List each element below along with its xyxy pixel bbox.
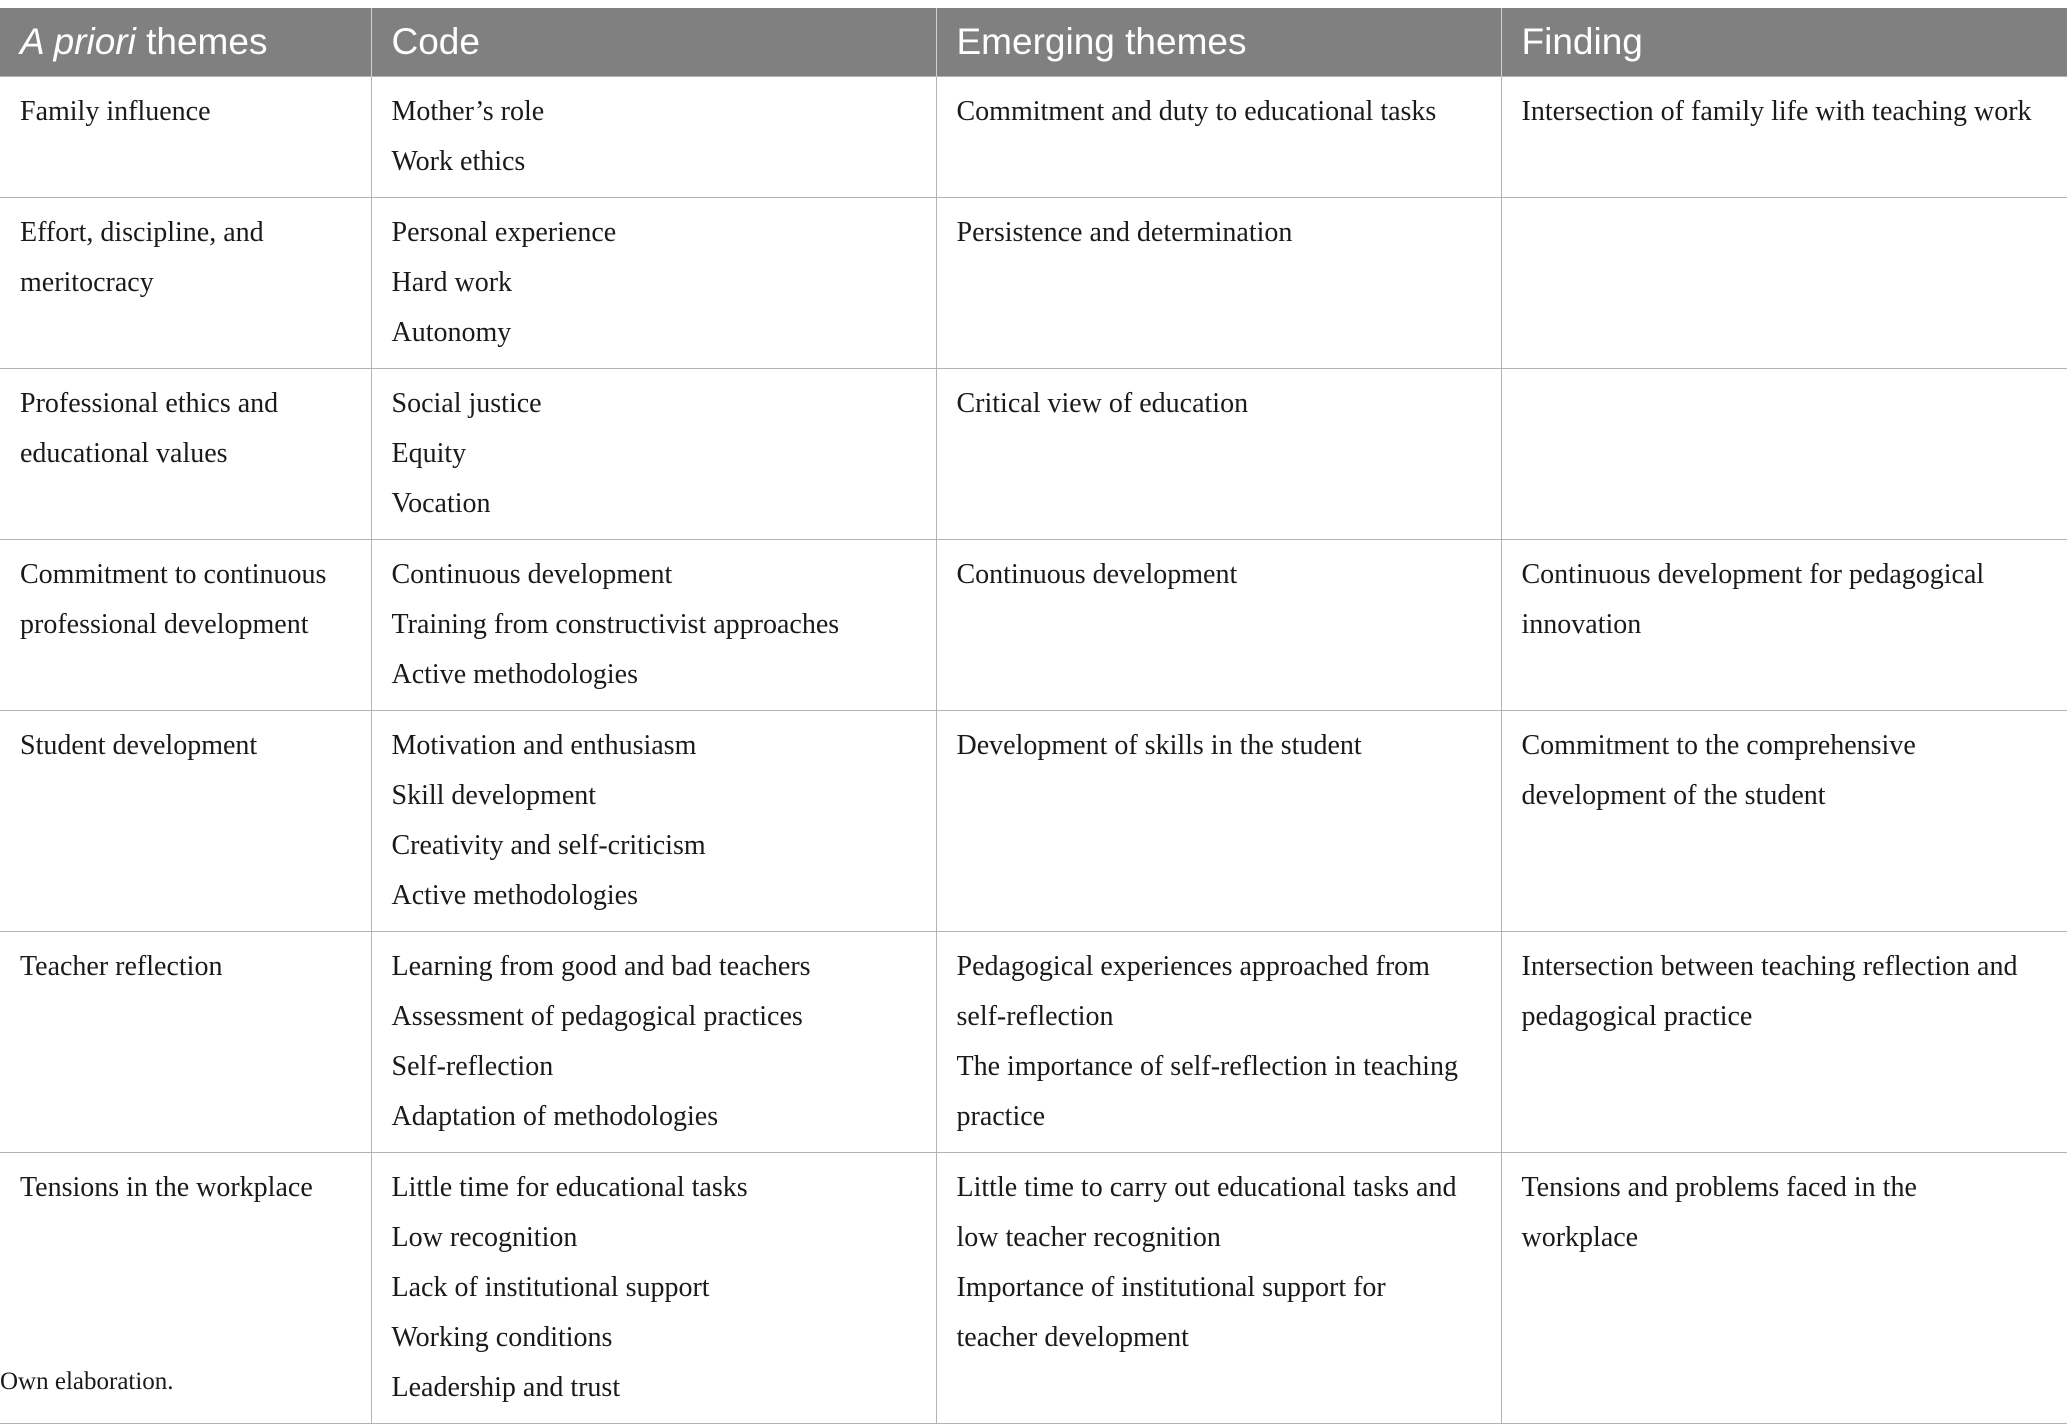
code-line: Work ethics [391, 146, 526, 177]
finding-cell [1501, 1153, 2067, 1424]
emerging-theme-line: Persistence and determination [956, 217, 1293, 248]
finding-line: Tensions and problems faced in the [1521, 1172, 1917, 1203]
code-line: Self-reflection [391, 1051, 554, 1082]
emerging-theme-cell [936, 369, 1501, 540]
code-line: Active methodologies [391, 659, 639, 690]
table-body [0, 77, 2067, 1424]
code-line: Personal experience [391, 217, 617, 248]
code-line: Learning from good and bad teachers [391, 951, 811, 982]
code-line: Equity [391, 438, 467, 469]
emerging-theme-cell [936, 540, 1501, 711]
finding-cell [1501, 77, 2067, 198]
emerging-theme-cell [936, 1153, 1501, 1424]
code-line: Autonomy [391, 317, 512, 348]
table-footnote: Own elaboration. [0, 1368, 174, 1395]
table-row [0, 198, 2067, 369]
emerging-theme-line: Critical view of education [956, 388, 1249, 419]
themes-table [0, 8, 2067, 1424]
theme-cell [0, 77, 371, 198]
code-line: Skill development [391, 780, 597, 811]
emerging-theme-cell [936, 711, 1501, 932]
theme-cell [0, 711, 371, 932]
emerging-theme-line: Importance of institutional support for [956, 1272, 1386, 1303]
code-cell [371, 198, 936, 369]
theme-cell [0, 198, 371, 369]
finding-cell [1501, 932, 2067, 1153]
theme-line: Effort, discipline, and [20, 217, 264, 248]
header-a-priori-themes [0, 8, 371, 77]
emerging-theme-line: teacher development [956, 1322, 1189, 1353]
code-line: Training from constructivist approaches [391, 609, 840, 640]
theme-cell [0, 369, 371, 540]
emerging-theme-cell [936, 932, 1501, 1153]
code-line: Working conditions [391, 1322, 613, 1353]
code-line: Assessment of pedagogical practices [391, 1001, 803, 1032]
code-cell [371, 1153, 936, 1424]
emerging-theme-line: Commitment and duty to educational tasks [956, 96, 1437, 127]
code-cell [371, 540, 936, 711]
table-row [0, 369, 2067, 540]
theme-line: Professional ethics and [20, 388, 279, 419]
emerging-theme-line: practice [956, 1101, 1046, 1132]
theme-line: meritocracy [20, 267, 154, 298]
code-cell [371, 932, 936, 1153]
theme-line: educational values [20, 438, 228, 469]
code-line: Adaptation of methodologies [391, 1101, 719, 1132]
header-code: Code [371, 8, 936, 77]
header-themes-text: themes [135, 21, 268, 62]
code-line: Low recognition [391, 1222, 578, 1253]
theme-line: Student development [20, 730, 258, 761]
emerging-theme-line: Development of skills in the student [956, 730, 1362, 761]
emerging-theme-line: Little time to carry out educational tasks and [956, 1172, 1457, 1203]
emerging-theme-line: low teacher recognition [956, 1222, 1221, 1253]
theme-line: Family influence [20, 96, 211, 127]
code-line: Hard work [391, 267, 513, 298]
emerging-theme-line: Continuous development [956, 559, 1238, 590]
table-row [0, 540, 2067, 711]
code-line: Mother’s role [391, 96, 545, 127]
table-row [0, 711, 2067, 932]
code-line: Creativity and self-criticism [391, 830, 706, 861]
code-line: Social justice [391, 388, 542, 419]
finding-line: pedagogical practice [1521, 1001, 1753, 1032]
themes-table-container [0, 8, 2067, 1424]
finding-line: workplace [1521, 1222, 1639, 1253]
finding-line: development of the student [1521, 780, 1826, 811]
theme-line: Tensions in the workplace [20, 1172, 313, 1203]
code-line: Vocation [391, 488, 491, 519]
table-row [0, 77, 2067, 198]
theme-cell [0, 932, 371, 1153]
header-emerging-themes: Emerging themes [936, 8, 1501, 77]
theme-line: Teacher reflection [20, 951, 223, 982]
finding-cell [1501, 198, 2067, 369]
finding-line: Continuous development for pedagogical [1521, 559, 1985, 590]
emerging-theme-line: self-reflection [956, 1001, 1114, 1032]
header-a-priori-italic: A priori [20, 21, 136, 62]
code-cell [371, 711, 936, 932]
finding-line: Intersection between teaching reflection and [1521, 951, 2018, 982]
header-finding: Finding [1501, 8, 2067, 77]
code-cell [371, 369, 936, 540]
emerging-theme-line: The importance of self-reflection in teaching [956, 1051, 1458, 1082]
table-row [0, 932, 2067, 1153]
finding-line: Intersection of family life with teaching work [1521, 96, 2032, 127]
finding-line: Commitment to the comprehensive [1521, 730, 1916, 761]
finding-cell [1501, 711, 2067, 932]
code-line: Continuous development [391, 559, 673, 590]
code-line: Leadership and trust [391, 1372, 621, 1403]
finding-cell [1501, 369, 2067, 540]
emerging-theme-cell [936, 198, 1501, 369]
code-line: Lack of institutional support [391, 1272, 710, 1303]
emerging-theme-line: Pedagogical experiences approached from [956, 951, 1430, 982]
theme-line: professional development [20, 609, 309, 640]
code-line: Little time for educational tasks [391, 1172, 748, 1203]
code-line: Active methodologies [391, 880, 639, 911]
table-header [0, 8, 2067, 77]
code-line: Motivation and enthusiasm [391, 730, 697, 761]
finding-cell [1501, 540, 2067, 711]
theme-line: Commitment to continuous [20, 559, 327, 590]
emerging-theme-cell [936, 77, 1501, 198]
table-row [0, 1153, 2067, 1424]
header-row [0, 8, 2067, 77]
theme-cell [0, 540, 371, 711]
finding-line: innovation [1521, 609, 1642, 640]
code-cell [371, 77, 936, 198]
